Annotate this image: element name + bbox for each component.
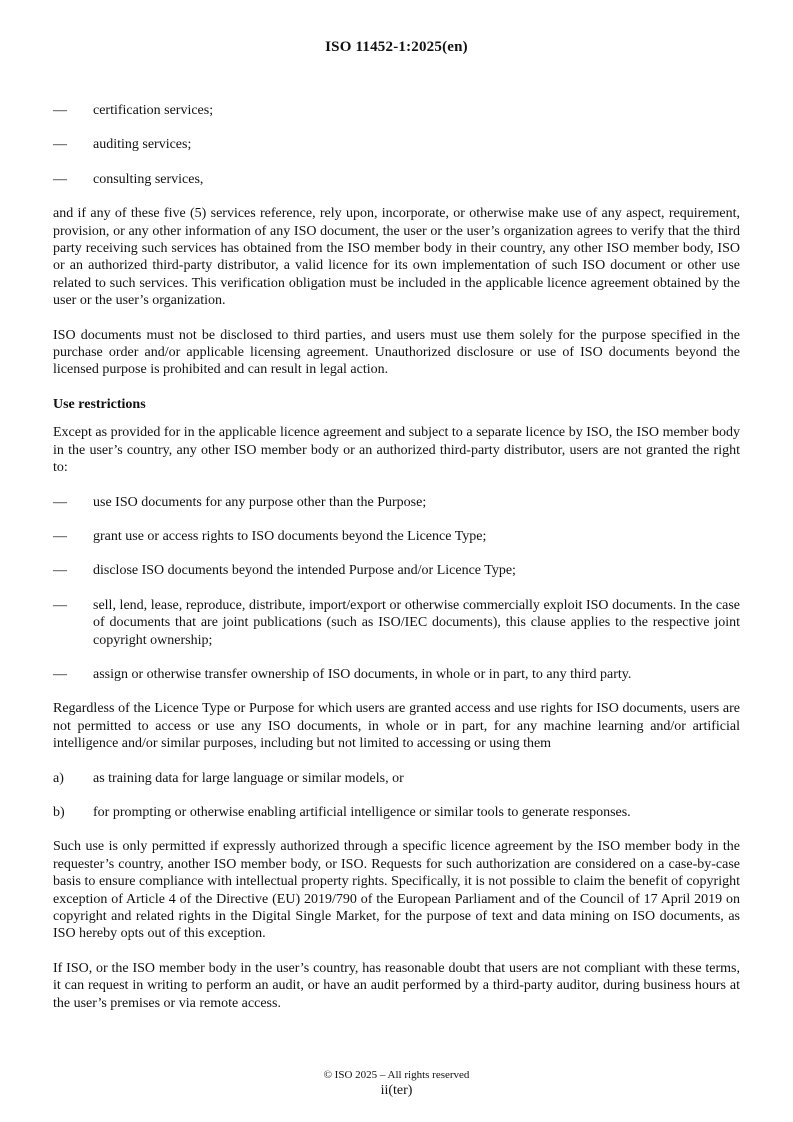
- list-item-text: auditing services;: [93, 137, 192, 153]
- list-item: [53, 597, 740, 649]
- paragraph-except: Except as provided for in the applicable licence agreement and subject to a separate licence by ISO, the ISO member body in the user’s country, any other ISO member body or an authorized third-party distributor, users are not granted the right to:: [53, 425, 740, 476]
- page-title: ISO 11452-1:2025(en): [325, 39, 468, 55]
- list-item: [53, 494, 740, 511]
- page-number: ii(ter): [380, 1083, 413, 1098]
- list-item: [53, 528, 740, 545]
- list-item: [53, 804, 740, 821]
- list-item-text: grant use or access rights to ISO documents beyond the Licence Type;: [93, 528, 487, 544]
- list-item: [53, 666, 740, 683]
- dash-marker: —: [53, 528, 67, 544]
- dash-marker: —: [53, 494, 67, 510]
- list-item-text: certification services;: [93, 103, 214, 118]
- letter-marker: a): [53, 770, 64, 786]
- list-item-text: disclose ISO documents beyond the intended Purpose and/or Licence Type;: [93, 563, 516, 579]
- paragraph-services-verification: and if any of these five (5) services reference, rely upon, incorporate, or otherwise make use of any aspect, requirement, provision, or any other information of any ISO document, the user or the user’s organization agrees to verify that the third party receiving such services has obtained from the ISO member body in their country, any other ISO member body, ISO or an authorized third-party distributor, a valid licence for its own implementation of such ISO document or other use related to such services. This verification obligation must be included in the applicable licence agreement obtained by the user or the user’s organization.: [53, 206, 740, 309]
- list-item: [53, 136, 740, 153]
- list-item: [53, 770, 740, 787]
- footer-copyright: © ISO 2025 – All rights reserved: [323, 1069, 470, 1081]
- list-item: [53, 562, 740, 579]
- section-heading-use-restrictions: Use restrictions: [53, 396, 146, 412]
- document-header: [53, 38, 740, 56]
- paragraph-regardless: Regardless of the Licence Type or Purpose for which users are granted access and use rights for ISO documents, users are not permitted to access or use any ISO documents, in whole or in part, for any machine learning and/or artificial intelligence and/or similar purposes, including but not limited to accessing or using them: [53, 701, 740, 752]
- document-footer: [53, 1068, 740, 1100]
- paragraph-disclosure: ISO documents must not be disclosed to third parties, and users must use them solely for the purpose specified in the purchase order and/or applicable licensing agreement. Unauthorized disclosure or use of ISO documents beyond the licensed purpose is prohibited and can result in legal action.: [53, 327, 740, 378]
- list-item-text: assign or otherwise transfer ownership of ISO documents, in whole or in part, to any third party.: [93, 666, 632, 682]
- dash-marker: —: [53, 137, 67, 153]
- dash-marker: —: [53, 597, 67, 613]
- dash-marker: —: [53, 666, 67, 682]
- dash-marker: —: [53, 171, 67, 187]
- paragraph-such-use: Such use is only permitted if expressly authorized through a specific licence agreement by the ISO member body in the requester’s country, another ISO member body, or ISO. Requests for such authorization are considered on a case-by-case basis to ensure compliance with intellectual property rights. Specifically, it is not possible to claim the benefit of copyright exception of Article 4 of the Directive (EU) 2019/790 of the European Parliament and of the Council of 17 April 2019 on copyright and related rights in the Digital Single Market, for the purpose of text and data mining on ISO documents, as ISO hereby opts out of this exception.: [53, 839, 740, 942]
- list-item-text: for prompting or otherwise enabling artificial intelligence or similar tools to generate responses.: [93, 804, 631, 820]
- restrictions-list: [53, 494, 740, 684]
- list-item-text: sell, lend, lease, reproduce, distribute, import/export or otherwise commercially exploit ISO documents. In the case of documents that are joint publications (such as ISO/IEC documents), this clause applies to the respective joint copyright ownership;: [93, 597, 740, 648]
- list-item-text: as training data for large language or similar models, or: [93, 770, 404, 786]
- document-body: [53, 102, 740, 1029]
- list-item-text: consulting services,: [93, 171, 204, 187]
- letter-marker: b): [53, 804, 65, 820]
- ai-use-list: [53, 770, 740, 822]
- list-item-text: use ISO documents for any purpose other than the Purpose;: [93, 494, 427, 510]
- dash-marker: —: [53, 563, 67, 579]
- list-item: [53, 102, 740, 119]
- list-item: [53, 171, 740, 188]
- dash-marker: —: [53, 103, 67, 118]
- paragraph-audit: If ISO, or the ISO member body in the user’s country, has reasonable doubt that users are not compliant with these terms, it can request in writing to perform an audit, or have an audit performed by a third-party auditor, during business hours at the user’s premises or via remote access.: [53, 960, 740, 1011]
- services-list: [53, 102, 740, 188]
